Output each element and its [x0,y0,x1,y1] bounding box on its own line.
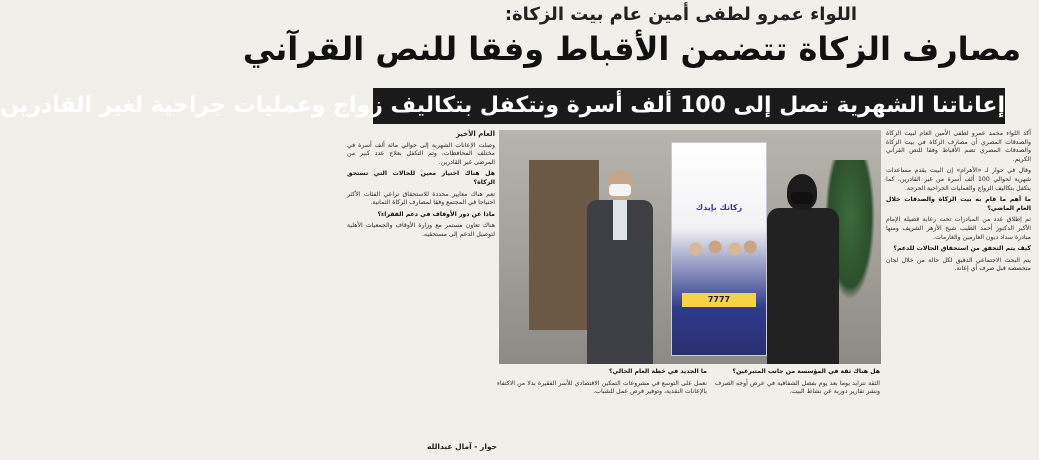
paragraph: نعم هناك معايير محددة للاستحقاق تراعي الفئات الأكثر احتياجا في المجتمع وفقا لمصارف الزكاة الثمانية. [347,190,495,207]
article-headline: مصارف الزكاة تتضمن الأقباط وفقا للنص القرآني [242,30,1021,68]
text-column-bottom-a [715,368,880,454]
banner-title: زكاتك بإيدك [695,203,743,212]
column-heading: العام الأخير [455,130,495,138]
paragraph: هناك تعاون مستمر مع وزارة الأوقاف والجمعيات الأهلية لتوصيل الدعم إلى مستحقيه. [347,222,495,238]
interview-question: كيف يتم التحقق من استحقاق الحالات للدعم؟ [893,245,1031,253]
paragraph: تم إطلاق عدد من المبادرات تحت رعاية فضيلة الإمام الأكبر الدكتور أحمد الطيب شيخ الأزهر الشريف ومنها مبادرة سداد ديون الغارمين والغارمات. [886,216,1031,241]
interview-question: ماذا عن دور الأوقاف في دعم الفقراء؟ [377,210,495,218]
interview-question: ما الجديد في خطة العام الحالي؟ [608,368,707,375]
zakat-banner [671,142,767,356]
interview-photo [499,130,881,364]
paragraph: أكد اللواء محمد عمرو لطفى الأمين العام لبيت الزكاة والصدقات المصري أن مصارف الزكاة في بيت الزكاة والصدقات المصري تضم الأقباط وفقا للنص القرآني الكريم. [886,130,1031,163]
article-subheadline: إعاناتنا الشهرية تصل إلى 100 ألف أسرة ونتكفل بتكاليف زواج وعمليات جراحية لغير القادرين [373,88,1005,124]
byline-credit: حوار - آمال عبدالله [427,442,497,451]
paragraph: وصلت الإعانات الشهرية إلى حوالي مائة ألف أسرة في مختلف المحافظات، وتم التكفل بعلاج عدد كبير من المرضى غير القادرين. [347,141,495,166]
person-woman [767,174,839,364]
text-column-bottom-b [497,368,707,454]
text-column-right [886,130,1031,452]
banner-number: 7777 [682,293,756,307]
banner-faces [680,229,758,269]
paragraph: وقال في حوار لـ «الأهرام» إن البيت يقدم مساعدات شهرية لحوالي 100 ألف أسرة من غير القادرين، كما يتكفل بتكاليف الزواج والعمليات الجراحية الحرجة. [886,167,1031,192]
person-man [587,170,653,364]
interview-question: ما أهم ما قام به بيت الزكاة والصدقات خلال العام الماضي؟ [886,196,1031,212]
article-kicker: اللواء عمرو لطفى أمين عام بيت الزكاة: [504,4,857,25]
text-column-left [347,130,495,444]
paragraph: نعمل على التوسع في مشروعات التمكين الاقتصادي للأسر الفقيرة بدلا من الاكتفاء بالإعانات النقدية، وتوفير فرص عمل للشباب. [497,379,707,396]
paragraph: يتم البحث الاجتماعي الدقيق لكل حالة من خلال لجان متخصصة قبل صرف أي إعانة. [886,256,1031,273]
paragraph: الثقة تتزايد يوما بعد يوم بفضل الشفافية في عرض أوجه الصرف ونشر تقارير دورية عن نشاط البيت. [715,379,880,396]
interview-question: هل هناك اختيار معين للحالات التي تستحق الزكاة؟ [347,170,495,186]
interview-question: هل هناك ثقة في المؤسسة من جانب المتبرعين؟ [732,368,880,375]
